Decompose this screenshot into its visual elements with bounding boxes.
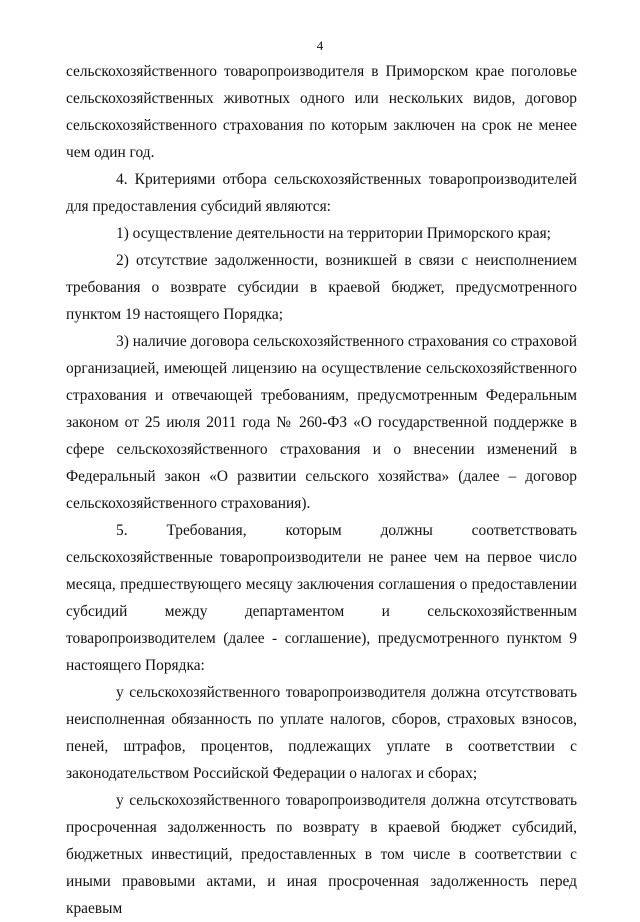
paragraph-item-4: 4. Критериями отбора сельскохозяйственных товаропроизводителей для предоставления субсидий являются: xyxy=(66,171,577,215)
paragraph-continuation: сельскохозяйственного товаропроизводителя в Приморском крае поголовье сельскохозяйственных животных одного или нескольких видов, договор сельскохозяйственного страхования по которым заключен на срок не менее чем один год. xyxy=(66,63,577,161)
page-number: 4 xyxy=(316,38,324,53)
paragraph-item-5: 5. Требования, которым должны соответствовать сельскохозяйственные товаропроизводители не ранее чем на первое число месяца, предшествующего месяцу заключения соглашения о предоставлении субсидий между департаментом и сельскохозяйственным товаропроизводителем (далее - соглашение), предусмотренного пунктом 9 настоящего Порядка: xyxy=(66,522,577,674)
paragraph-criterion-1: 1) осуществление деятельности на территории Приморского края; xyxy=(116,225,551,242)
document-body xyxy=(66,58,577,922)
paragraph-criterion-2: 2) отсутствие задолженности, возникшей в связи с неисполнением требования о возврате субсидии в краевой бюджет, предусмотренного пунктом 19 настоящего Порядка; xyxy=(66,252,577,323)
paragraph-requirement-taxes: у сельскохозяйственного товаропроизводителя должна отсутствовать неисполненная обязанность по уплате налогов, сборов, страховых взносов, пеней, штрафов, процентов, подлежащих уплате в соответствии с законодательством Российской Федерации о налогах и сборах; xyxy=(66,684,577,782)
paragraph-requirement-debt: у сельскохозяйственного товаропроизводителя должна отсутствовать просроченная задолженность по возврату в краевой бюджет субсидий, бюджетных инвестиций, предоставленных в том числе в соответствии с иными правовыми актами, и иная просроченная задолженность перед краевым xyxy=(66,792,577,917)
paragraph-criterion-3: 3) наличие договора сельскохозяйственного страхования со страховой организацией, имеющей лицензию на осуществление сельскохозяйственного страхования и отвечающей требованиям, предусмотренным Федеральным законом от 25 июля 2011 года № 260-ФЗ «О государственной поддержке в сфере сельскохозяйственного страхования и о внесении изменений в Федеральный закон «О развитии сельского хозяйства» (далее – договор сельскохозяйственного страхования). xyxy=(66,333,577,512)
